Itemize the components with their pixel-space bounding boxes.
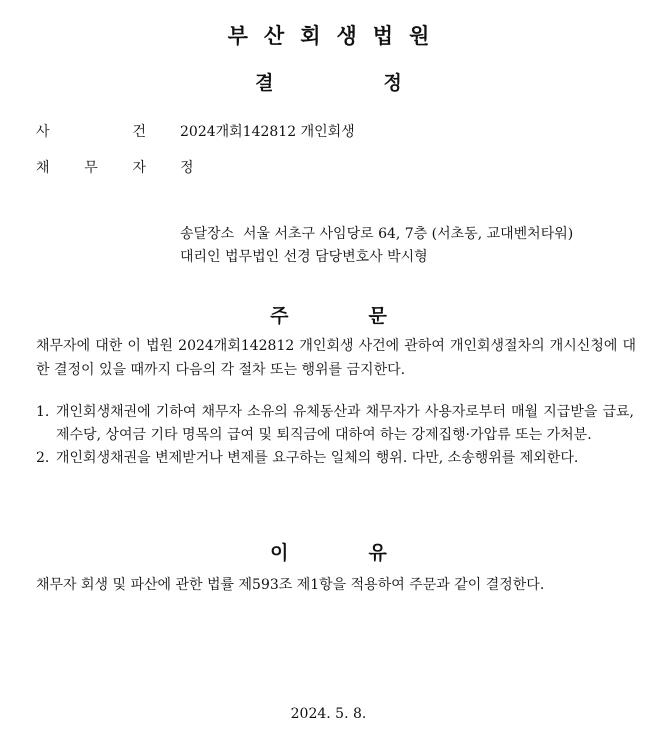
service-address-value: 서울 서초구 사임당로 64, 7층 (서초동, 교대벤처타워) [243, 226, 574, 242]
order-item [36, 401, 634, 447]
court-name: 부산회생법원 [227, 24, 446, 48]
reason-heading-char-1: 이 [270, 542, 289, 564]
order-item-text: 개인회생채권을 변제받거나 변제를 요구하는 일체의 행위. 다만, 소송행위를 제외한다. [56, 450, 579, 466]
order-item-number: 1. [36, 404, 50, 420]
reason-heading [0, 538, 657, 565]
service-address-label: 송달장소 [180, 226, 235, 242]
legal-agent: 대리인 법무법인 선경 담당변호사 박시형 [180, 249, 428, 265]
order-intro: 채무자에 대한 이 법원 2024개회142812 개인회생 사건에 관하여 개인회생절차의 개시신청에 대한 결정이 있을 때까지 다음의 각 절차 또는 행위를 금지한다. [36, 338, 636, 378]
service-address [180, 223, 573, 243]
debtor-value: 정 [180, 160, 194, 176]
order-item-list [36, 401, 634, 470]
document-title-char-2: 정 [383, 72, 402, 94]
order-heading [0, 301, 657, 328]
order-heading-char-2: 문 [368, 305, 387, 327]
debtor-label-char: 채 [36, 160, 50, 176]
order-item [36, 447, 634, 470]
case-value: 2024개회142812 개인회생 [180, 124, 355, 140]
order-heading-char-1: 주 [270, 305, 289, 327]
document-title [0, 68, 657, 95]
decision-date: 2024. 5. 8. [290, 706, 367, 722]
reason-text: 채무자 회생 및 파산에 관한 법률 제593조 제1항을 적용하여 주문과 같이 결정한다. [36, 577, 545, 593]
reason-heading-char-2: 유 [368, 542, 387, 564]
order-item-number: 2. [36, 450, 50, 466]
case-label-char: 사 [36, 124, 50, 140]
case-label [36, 121, 146, 141]
debtor-label-char: 무 [84, 160, 98, 176]
document-title-char-1: 결 [255, 72, 274, 94]
order-item-text: 개인회생채권에 기하여 채무자 소유의 유체동산과 채무자가 사용자로부터 매월 지급받을 급료, 제수당, 상여금 기타 명목의 급여 및 퇴직금에 대하여 하는 강제집행·가압류 또는 가처분. [56, 404, 634, 443]
debtor-label-char: 자 [132, 160, 146, 176]
case-label-char: 건 [132, 124, 146, 140]
debtor-label [36, 157, 146, 177]
